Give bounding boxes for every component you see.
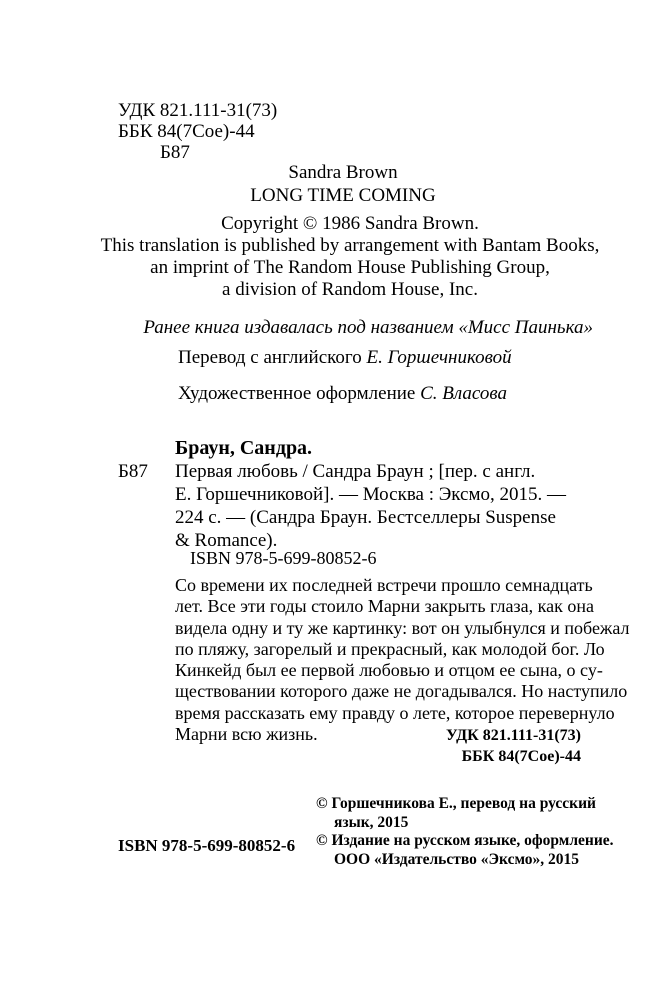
annotation-line: лет. Все эти годы стоило Марни закрыть глаза, как она [175, 596, 594, 617]
translator-label: Перевод с английского [178, 347, 362, 368]
classification-bottom [400, 725, 581, 767]
annotation-line: время рассказать ему правду о лете, которое перевернуло [175, 702, 615, 723]
udk-code: УДК 821.111-31(73) [118, 100, 278, 121]
bibliographic-line: & Romance). [175, 530, 278, 551]
designer-name: С. Власова [420, 383, 507, 404]
original-author: Sandra Brown [288, 162, 398, 183]
bbk-code-bottom: ББК 84(7Сое)-44 [461, 748, 581, 765]
annotation-line: по пляжу, загорелый и прекрасный, как молодой бог. Ло [175, 638, 605, 659]
bibliographic-description [175, 461, 566, 553]
bibliographic-line: 224 с. — (Сандра Браун. Бестселлеры Suspense [175, 507, 556, 528]
copyright-notice [100, 213, 600, 301]
annotation-line: Марни всю жизнь. [175, 724, 318, 745]
translator-name: Е. Горшечниковой [366, 347, 512, 368]
udk-code-bottom: УДК 821.111-31(73) [446, 727, 581, 744]
copyright-translation-cont: язык, 2015 [334, 813, 409, 831]
bibliographic-code: Б87 [118, 461, 148, 482]
original-title-block [118, 162, 568, 208]
author-code: Б87 [160, 142, 190, 163]
bibliographic-line: Первая любовь / Сандра Браун ; [пер. с англ. [175, 461, 536, 482]
annotation-line: ществовании которого даже не догадывался. Но наступило [175, 681, 628, 702]
designer-label: Художественное оформление [178, 383, 416, 404]
isbn-bottom: ISBN 978-5-699-80852-6 [118, 836, 296, 855]
copyright-edition-cont: ООО «Издательство «Эксмо», 2015 [334, 850, 580, 868]
isbn-small: ISBN 978-5-699-80852-6 [190, 548, 377, 568]
copyright-translation: © Горшечникова Е., перевод на русский [316, 795, 596, 812]
copyright-line: an imprint of The Random House Publishing Group, [150, 257, 550, 278]
annotation-line: Со времени их последней встречи прошло семнадцать [175, 575, 593, 595]
annotation-line: Кинкейд был ее первой любовью и отцом ее сына, о су- [175, 660, 603, 681]
copyright-line: This translation is published by arrangement with Bantam Books, [100, 235, 600, 256]
bibliographic-line: Е. Горшечниковой]. — Москва : Эксмо, 2015. — [175, 484, 567, 505]
classification-top [118, 100, 277, 163]
bbk-code: ББК 84(7Сое)-44 [118, 121, 255, 142]
bibliographic-heading: Браун, Сандра. [175, 437, 313, 459]
copyright-edition: © Издание на русском языке, оформление. [316, 832, 614, 849]
annotation-line: видела одну и ту же картинку: вот он улыбнулся и побежал [175, 617, 630, 638]
original-title: LONG TIME COMING [250, 185, 436, 206]
copyright-line: Copyright © 1986 Sandra Brown. [221, 213, 479, 234]
copyright-line: a division of Random House, Inc. [222, 279, 478, 300]
previous-title: Ранее книга издавалась под названием «Мисс Паинька» [143, 317, 593, 338]
annotation [175, 575, 630, 745]
designer-credit [178, 383, 507, 404]
copyrights-bottom [316, 795, 614, 869]
translator-credit [178, 347, 512, 368]
